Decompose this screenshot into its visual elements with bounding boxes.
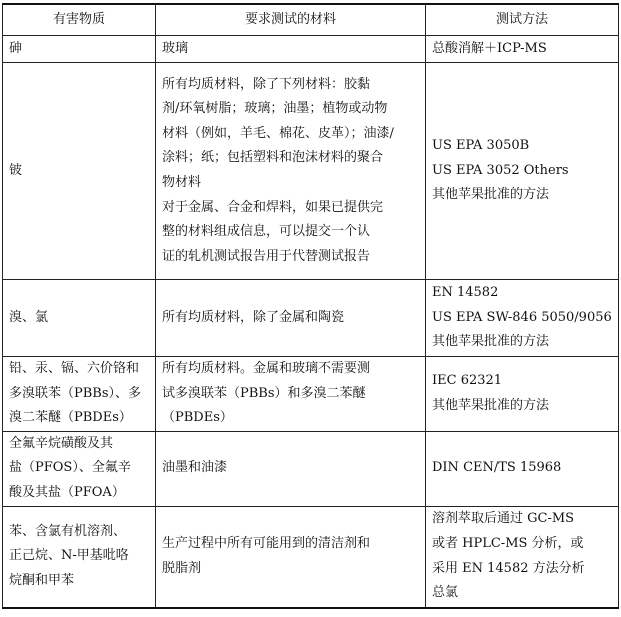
table-row xyxy=(3,506,619,608)
header-materials: 要求测试的材料 xyxy=(156,4,426,36)
table-row xyxy=(3,431,619,506)
substance-line: 全氟辛烷磺酸及其 xyxy=(9,435,114,451)
substance-line: 多溴联苯（PBBs）、多 xyxy=(9,385,142,401)
substance-cell xyxy=(3,506,156,608)
substance-line: 铅、汞、镉、六价铬和 xyxy=(9,361,140,376)
substance-cell xyxy=(3,280,156,357)
materials-line: 试多溴联苯（PBBs）和多溴二苯醚 xyxy=(162,385,366,401)
substance-line: 铍 xyxy=(9,162,23,178)
table-header-row xyxy=(3,4,619,36)
materials-cell xyxy=(156,280,426,357)
materials-line: 所有均质材料，除了金属和陶瓷 xyxy=(162,309,345,325)
methods-line: 其他苹果批准的方法 xyxy=(432,397,550,413)
materials-line: 对于金属、合金和焊料，如果已提供完 xyxy=(162,199,384,215)
methods-line: 采用 EN 14582 方法分析 xyxy=(432,560,585,576)
materials-line: 材料（例如，羊毛、棉花、皮革）；油漆/ xyxy=(162,125,394,141)
methods-line: US EPA SW-846 5050/9056 xyxy=(432,309,612,325)
materials-line: 涂料；纸；包括塑料和泡沫材料的聚合 xyxy=(162,150,384,166)
methods-cell xyxy=(426,506,619,608)
methods-line: 或者 HPLC-MS 分析，或 xyxy=(432,535,584,551)
materials-line: 所有均质材料，除了下列材料：胶黏 xyxy=(162,76,371,92)
methods-line: 其他苹果批准的方法 xyxy=(432,187,550,203)
substance-line: 正己烷、N-甲基吡咯 xyxy=(9,548,129,564)
materials-cell xyxy=(156,357,426,432)
materials-cell xyxy=(156,506,426,608)
methods-line: US EPA 3052 Others xyxy=(432,162,569,178)
document-page xyxy=(2,3,618,609)
methods-line: EN 14582 xyxy=(432,285,499,301)
substance-cell xyxy=(3,63,156,280)
methods-cell xyxy=(426,357,619,432)
table-row xyxy=(3,280,619,357)
table-row xyxy=(3,63,619,280)
methods-cell xyxy=(426,36,619,63)
materials-line: （PBDEs） xyxy=(162,410,233,426)
materials-line: 玻璃 xyxy=(162,40,189,56)
methods-line: 总氯 xyxy=(432,585,459,601)
substance-cell xyxy=(3,431,156,506)
header-methods: 测试方法 xyxy=(426,4,619,36)
methods-cell xyxy=(426,63,619,280)
methods-line: DIN CEN/TS 15968 xyxy=(432,460,562,476)
substance-line: 苯、含氯有机溶剂、 xyxy=(9,523,127,539)
substance-line: 溴、氯 xyxy=(9,309,49,325)
substance-cell xyxy=(3,36,156,63)
methods-cell xyxy=(426,431,619,506)
materials-line: 整的材料组成信息，可以提交一个认 xyxy=(162,224,371,240)
substance-line: 烷酮和甲苯 xyxy=(9,572,75,588)
substance-line: 砷 xyxy=(9,40,23,56)
methods-line: 溶剂萃取后通过 GC-MS xyxy=(432,511,575,527)
materials-line: 剂/环氧树脂；玻璃；油墨；植物或动物 xyxy=(162,101,388,117)
methods-line: US EPA 3050B xyxy=(432,138,530,154)
materials-line: 所有均质材料。金属和玻璃不需要测 xyxy=(162,361,371,376)
substance-line: 酸及其盐（PFOA） xyxy=(9,484,125,500)
materials-line: 油墨和油漆 xyxy=(162,460,228,476)
table-row xyxy=(3,36,619,63)
materials-line: 证的轧机测试报告用于代替测试报告 xyxy=(162,248,371,264)
substance-line: 盐（PFOS）、全氟辛 xyxy=(9,460,131,476)
materials-line: 物材料 xyxy=(162,175,202,190)
materials-cell xyxy=(156,63,426,280)
methods-cell xyxy=(426,280,619,357)
substance-line: 溴二苯醚（PBDEs） xyxy=(9,410,132,426)
header-substance: 有害物质 xyxy=(3,4,156,36)
materials-cell xyxy=(156,36,426,63)
hazardous-substances-table xyxy=(2,3,619,609)
methods-line: 其他苹果批准的方法 xyxy=(432,334,550,350)
materials-line: 生产过程中所有可能用到的清洁剂和 xyxy=(162,535,371,551)
substance-cell xyxy=(3,357,156,432)
materials-cell xyxy=(156,431,426,506)
methods-line: 总酸消解＋ICP-MS xyxy=(432,40,547,56)
table-row xyxy=(3,357,619,432)
materials-line: 脱脂剂 xyxy=(162,560,202,576)
methods-line: IEC 62321 xyxy=(432,373,503,389)
